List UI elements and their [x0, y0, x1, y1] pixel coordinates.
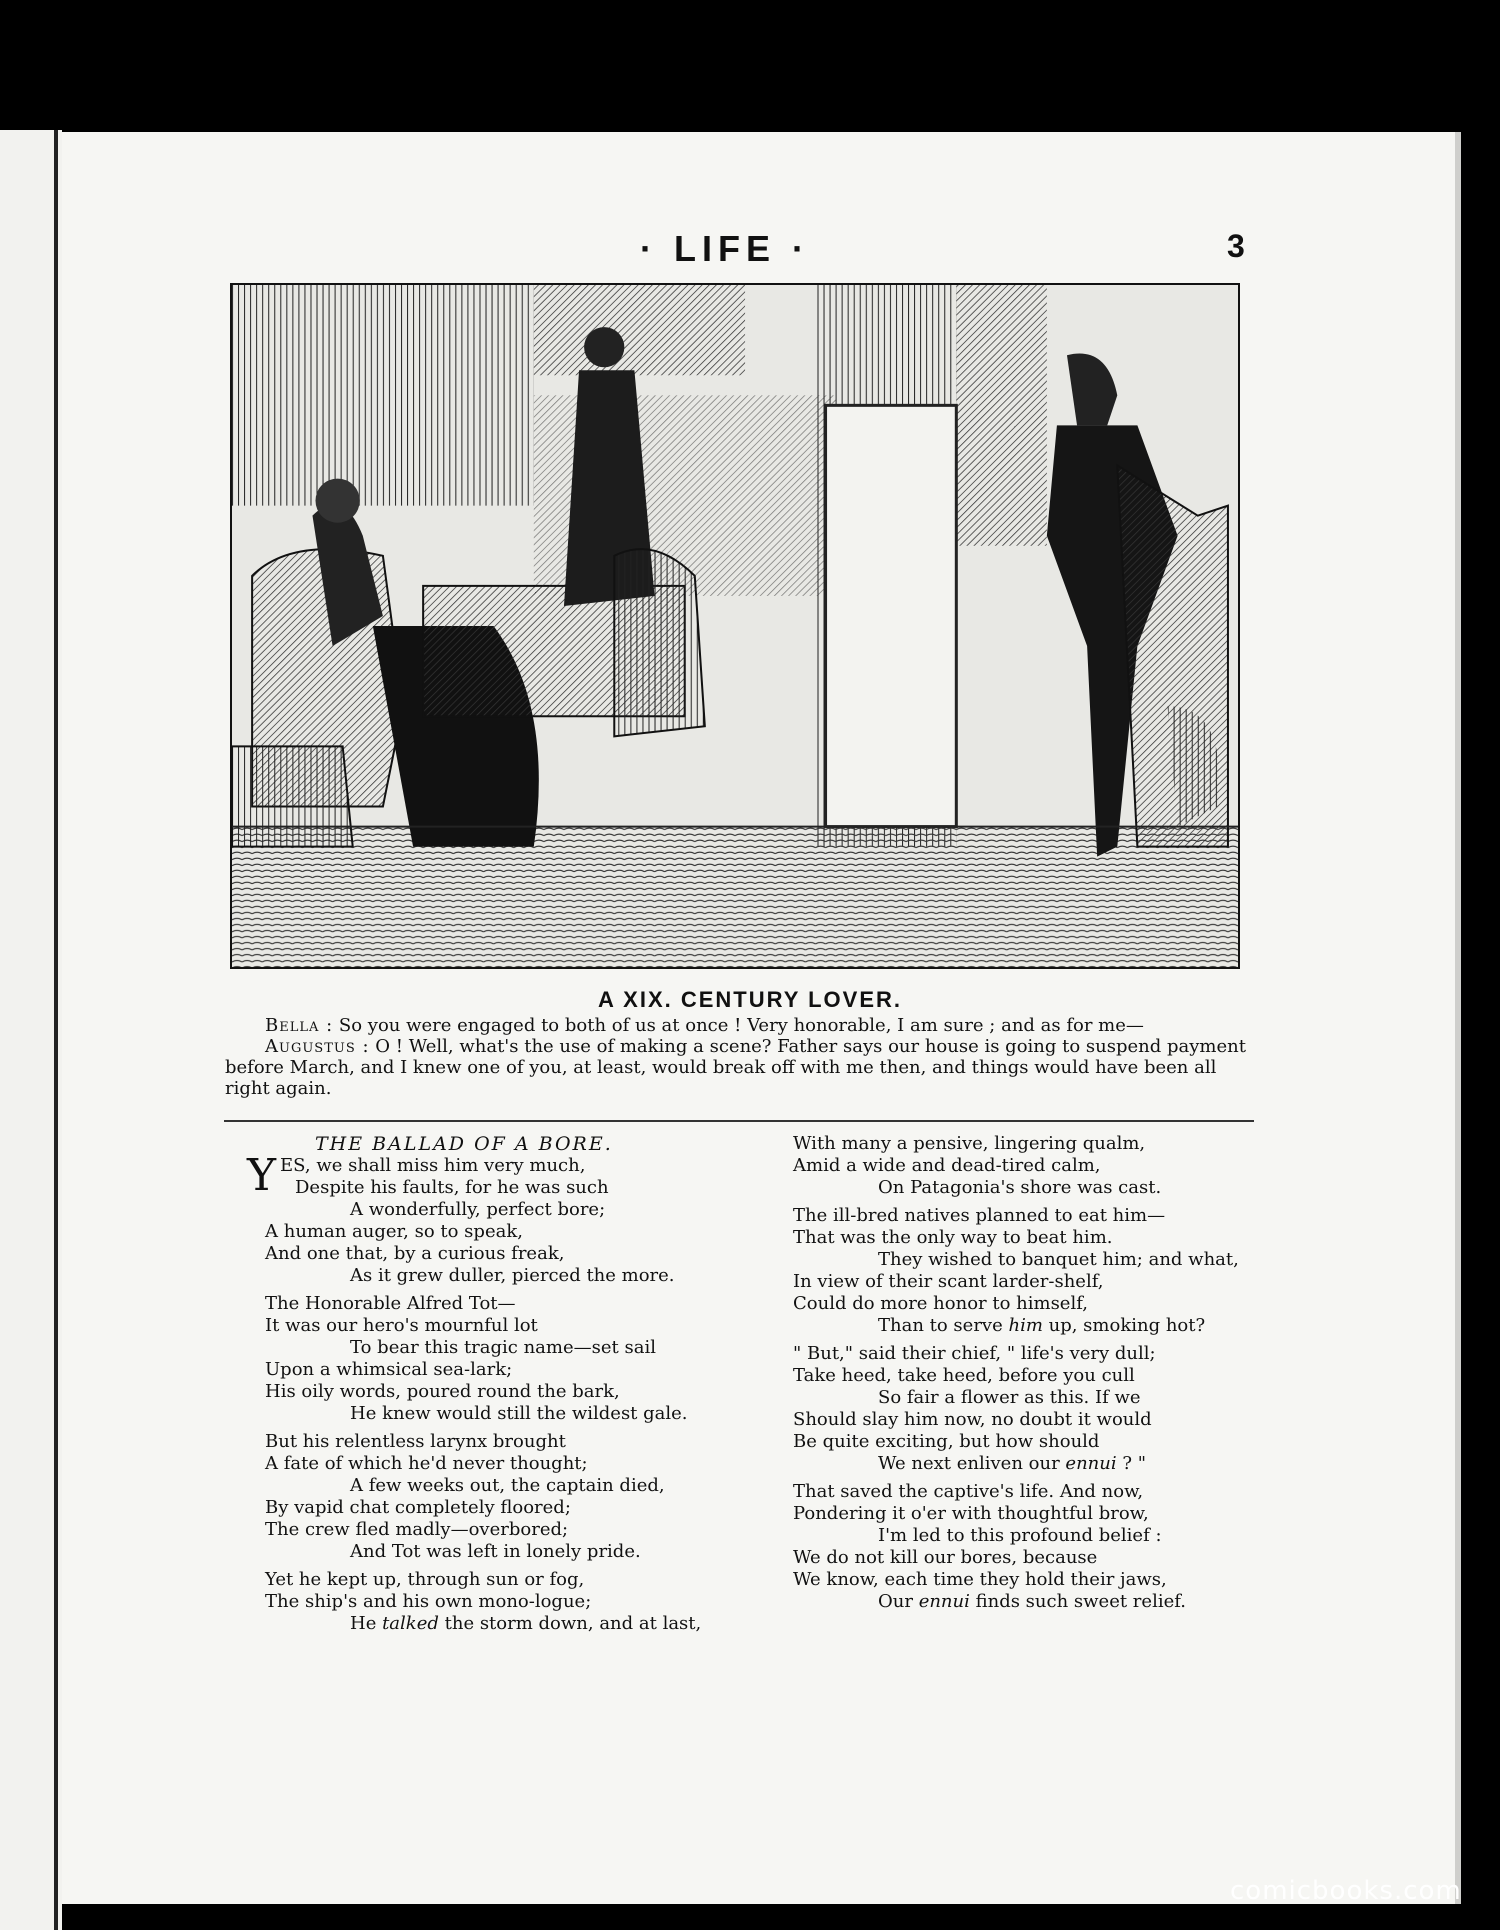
poem-line: Should slay him now, no doubt it would	[793, 1409, 1152, 1430]
poem-line: As it grew duller, pierced the more.	[350, 1265, 675, 1286]
poem-line: Amid a wide and dead-tired calm,	[793, 1155, 1101, 1176]
page-number: 3	[1227, 228, 1245, 264]
dialogue-line-bella	[225, 1015, 1250, 1036]
augustus-text: O ! Well, what's the use of making a scene? Father says our house is going to suspend payment before March, and I knew one of you, at least, would break off with me then, and things would have been all right again.	[225, 1036, 1246, 1099]
poem-line: Our ennui finds such sweet relief.	[878, 1591, 1186, 1612]
drop-cap: Y	[247, 1150, 277, 1201]
poem-line: By vapid chat completely floored;	[265, 1497, 571, 1518]
page-right-edge	[1455, 132, 1461, 1904]
poem-line: The ill-bred natives planned to eat him—	[793, 1205, 1166, 1226]
poem-line: " But," said their chief, " life's very dull;	[793, 1343, 1156, 1364]
poem-line: He talked the storm down, and at last,	[350, 1613, 702, 1634]
poem-line: Despite his faults, for he was such	[295, 1177, 609, 1198]
caption-title: A XIX. CENTURY LOVER.	[597, 987, 902, 1012]
section-divider	[224, 1120, 1254, 1122]
binding-edge	[54, 130, 58, 1930]
bella-text: So you were engaged to both of us at once ! Very honorable, I am sure ; and as for me—	[338, 1015, 1144, 1036]
poem-line: A wonderfully, perfect bore;	[350, 1199, 606, 1220]
poem-line: He knew would still the wildest gale.	[350, 1403, 688, 1424]
poem-left-lines	[265, 1177, 715, 1613]
poem-line: Take heed, take heed, before you cull	[793, 1365, 1135, 1386]
poem-line: In view of their scant larder-shelf,	[793, 1271, 1104, 1292]
poem-line: A fate of which he'd never thought;	[265, 1453, 588, 1474]
poem-line: That was the only way to beat him.	[793, 1227, 1113, 1248]
poem-line: The crew fled madly—overbored;	[265, 1519, 569, 1540]
poem-line: A human auger, so to speak,	[265, 1221, 523, 1242]
poem-line: On Patagonia's shore was cast.	[878, 1177, 1162, 1198]
poem-line: Yet he kept up, through sun or fog,	[265, 1569, 585, 1590]
poem-line: Pondering it o'er with thoughtful brow,	[793, 1503, 1149, 1524]
caption-dialogue	[225, 1015, 1250, 1099]
engraving-illustration	[230, 283, 1240, 969]
poem-line: Than to serve him up, smoking hot?	[878, 1315, 1206, 1336]
poem-right-lines-2	[793, 1343, 1253, 1453]
poem-right-lines-3	[793, 1481, 1253, 1591]
poem-line: But his relentless larynx brought	[265, 1431, 566, 1452]
poem-line: The ship's and his own mono-logue;	[265, 1591, 592, 1612]
poem-line: So fair a flower as this. If we	[878, 1387, 1141, 1408]
poem-line: That saved the captive's life. And now,	[793, 1481, 1144, 1502]
poem-column-left	[247, 1133, 715, 1635]
poem-line: We do not kill our bores, because	[793, 1547, 1098, 1568]
poem-line: We next enliven our ennui ? "	[878, 1453, 1146, 1474]
poem-right-lines-1	[793, 1133, 1253, 1315]
speaker-augustus: Augustus :	[265, 1036, 370, 1057]
poem-line: To bear this tragic name—set sail	[350, 1337, 656, 1358]
poem-line: They wished to banquet him; and what,	[878, 1249, 1239, 1270]
poem-line: His oily words, poured round the bark,	[265, 1381, 620, 1402]
poem-line: Could do more honor to himself,	[793, 1293, 1088, 1314]
poem-line: The Honorable Alfred Tot—	[265, 1293, 516, 1314]
poem-line: And one that, by a curious freak,	[265, 1243, 565, 1264]
poem-column-right	[793, 1133, 1253, 1613]
magazine-title: · LIFE ·	[640, 228, 810, 269]
poem-line: And Tot was left in lonely pride.	[350, 1541, 641, 1562]
poem-line: We know, each time they hold their jaws,	[793, 1569, 1167, 1590]
first-line-text: ES, we shall miss him very much,	[280, 1155, 586, 1176]
left-page-edge	[0, 130, 62, 1930]
poem-line: Be quite exciting, but how should	[793, 1431, 1100, 1452]
poem-line: It was our hero's mournful lot	[265, 1315, 538, 1336]
poem-line: With many a pensive, lingering qualm,	[793, 1133, 1146, 1154]
poem-title: THE BALLAD OF A BORE.	[315, 1133, 613, 1155]
poem-line: Upon a whimsical sea-lark;	[265, 1359, 513, 1380]
poem-line: A few weeks out, the captain died,	[350, 1475, 665, 1496]
watermark: comicbooks.com	[1230, 1876, 1462, 1906]
poem-line: I'm led to this profound belief :	[878, 1525, 1162, 1546]
engraving-illustration-icon	[232, 285, 1238, 967]
speaker-bella: Bella :	[265, 1015, 334, 1036]
dialogue-line-augustus	[225, 1036, 1250, 1099]
